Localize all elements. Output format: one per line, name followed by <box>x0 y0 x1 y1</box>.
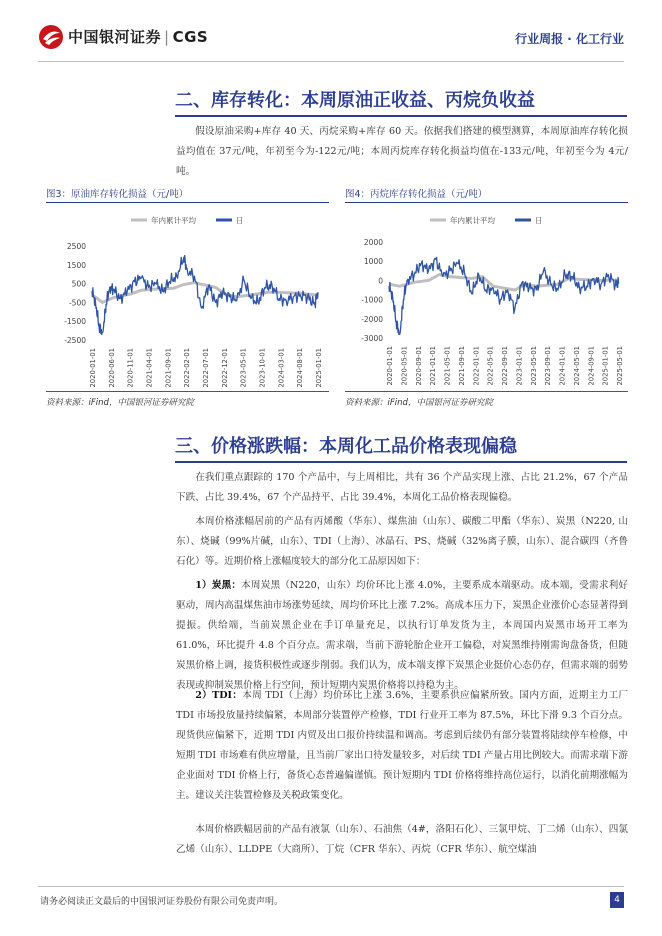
x-tick-label: 2021-09-01 <box>164 348 173 388</box>
y-tick-label: -2000 <box>361 314 383 324</box>
y-tick-label: -1500 <box>64 317 86 327</box>
section-3-paragraph-1: 在我们重点跟踪的 170 个产品中，与上周相比，共有 36 个产品实现上涨、占比 21.2%，67 个产品下跌、占比 39.4%，67 个产品持平、占比 39.4%，本周化工品价格表现偏稳。 <box>176 472 628 503</box>
tdi-text: 本周 TDI（上海）均价环比上涨 3.6%，主要系供应偏紧所致。国内方面，近期主力工厂 TDI 市场投放量持续偏紧，本周部分装置停产检修，TDI 行业开工率为 87.5%，环比下滑 9.3 个百分点。现货供应偏紧下，近期 TDI 内贸及出口报价持续温和调高。考虑到后续仍有部分装置将陆续停车检修，中短期 TDI 市场难有供应增量，且当前厂家出口待发量较多，对后续 TDI 产量占用比例较大。而需求端下游企业面对 TDI 价格上行，备货心态普遍偏谨慎。预计短期内 TDI 价格将维持高位运行，以消化前期涨幅为主。建议关注装置检修及关税政策变化。 <box>176 690 628 801</box>
section-3-paragraph-5: 本周价格跌幅居前的产品有液氯（山东）、石油焦（4#，洛阳石化）、三氯甲烷、丁二烯（山东）、四氯乙烯（山东）、LLDPE（大商所）、丁烷（CFR 华东）、丙烷（CFR 华东）、航空煤油 <box>176 824 628 855</box>
x-tick-label: 2020-11-01 <box>126 348 135 388</box>
legend-label-0: 年内累计平均 <box>151 216 196 225</box>
series-line-1 <box>92 256 318 335</box>
figure-4-source: 资料来源：iFind，中国银河证券研究院 <box>345 398 493 408</box>
x-tick-label: 2022-09-01 <box>501 346 509 386</box>
x-tick-label: 2024-03-01 <box>277 348 286 388</box>
y-tick-label: 500 <box>71 279 86 289</box>
y-tick-label: 1000 <box>363 257 383 267</box>
figure-4-chart <box>345 208 628 388</box>
series-line-1 <box>389 257 619 334</box>
legend-label-1: 日 <box>236 216 244 225</box>
legend-label-0: 年内累计平均 <box>450 216 495 225</box>
x-tick-label: 2021-04-01 <box>145 348 154 388</box>
y-tick-label: 1500 <box>66 260 86 270</box>
section-3-title: 三、价格涨跌幅：本周化工品价格表现偏稳 <box>175 436 517 457</box>
y-tick-label: 0 <box>378 276 383 286</box>
section-2-title-rule <box>175 115 627 117</box>
x-tick-label: 2025-01-01 <box>315 348 323 388</box>
x-tick-label: 2022-05-01 <box>486 346 495 386</box>
y-tick-label: -1000 <box>361 295 383 305</box>
x-tick-label: 2024-09-01 <box>587 346 596 386</box>
x-tick-label: 2024-01-01 <box>558 346 567 386</box>
y-tick-label: 2000 <box>363 238 383 247</box>
x-tick-label: 2025-05-01 <box>616 346 624 386</box>
x-tick-label: 2020-01-01 <box>89 348 97 388</box>
section-3-paragraph-2: 本周价格涨幅居前的产品有丙烯酸（华东）、煤焦油（山东）、碳酸二甲酯（华东）、炭黑（N220, 山东）、烧碱（99%片碱，山东）、TDI（上海）、冰晶石、PS、烧碱（32%离子膜，山东）、混合碳四（齐鲁石化）等。近期价格上涨幅度较大的部分化工品原因如下： <box>176 516 628 567</box>
legend-label-1: 日 <box>535 216 543 225</box>
x-tick-label: 2020-06-01 <box>107 348 116 388</box>
figure-3-source-rule <box>46 391 329 392</box>
x-tick-label: 2024-08-01 <box>296 348 305 388</box>
section-2-paragraph: 假设原油采购+库存 40 天、丙烷采购+库存 60 天。依据我们搭建的模型测算，本周原油库存转化损益均值在 37元/吨，年初至今为-122元/吨；本周丙烷库存转化损益均值在-133元/吨，年初至今为 4元/吨。 <box>176 126 628 177</box>
page-number: 4 <box>610 892 624 908</box>
x-tick-label: 2020-09-01 <box>414 346 423 386</box>
x-tick-label: 2020-01-01 <box>386 346 394 386</box>
y-tick-label: 2500 <box>66 242 86 251</box>
x-tick-label: 2022-01-01 <box>472 346 481 386</box>
section-3-title-rule <box>175 461 627 463</box>
figure-3-caption: 图3：原油库存转化损益（元/吨） <box>46 189 189 200</box>
figure-3-caption-rule <box>46 202 329 203</box>
carbon-black-heading: 1）炭黑： <box>195 580 242 591</box>
x-tick-label: 2023-10-01 <box>258 348 267 388</box>
section-2-title: 二、库存转化：本周原油正收益、丙烷负收益 <box>175 90 535 111</box>
figure-3-source: 资料来源：iFind，中国银河证券研究院 <box>46 398 194 408</box>
brand-name: 中国银河证券 <box>68 28 162 46</box>
x-tick-label: 2020-05-01 <box>400 346 409 386</box>
x-tick-label: 2023-05-01 <box>239 348 248 388</box>
brand-abbr: CGS <box>172 28 209 46</box>
figure-4-source-rule <box>345 391 628 392</box>
carbon-black-paragraph <box>176 576 628 696</box>
x-tick-label: 2023-01-01 <box>515 346 524 386</box>
carbon-black-text: 本周炭黑（N220，山东）均价环比上涨 4.0%，主要系成本端驱动。成本端，受需求利好驱动，周内高温煤焦油市场涨势延续，周均价环比上涨 7.2%。高成本压力下，炭黑企业涨价心态显著得到提振。供给端，当前炭黑企业在手订单量充足，以执行订单发货为主，本周国内炭黑市场开工率为 61.0%，环比提升 4.8 个百分点。需求端，当前下游轮胎企业开工偏稳，对炭黑维持刚需询盘备货，但随炭黑价格上调，接货积极性或逐步削弱。我们认为，成本端支撑下炭黑企业挺价心态仍存，但需求端的弱势表现或抑制炭黑价格上行空间，预计短期内炭黑价格将以持稳为主。 <box>176 580 628 691</box>
footer-divider <box>38 886 624 887</box>
x-tick-label: 2023-09-01 <box>544 346 553 386</box>
figure-4-caption-rule <box>345 202 628 203</box>
x-tick-label: 2025-01-01 <box>601 346 610 386</box>
y-tick-label: -2500 <box>64 336 86 345</box>
x-tick-label: 2022-12-01 <box>220 348 229 388</box>
y-tick-label: -3000 <box>361 334 383 343</box>
figure-3-chart <box>46 208 329 388</box>
header-divider <box>38 61 624 62</box>
brand-logo: 中国银河证券 | CGS <box>68 28 209 46</box>
footer-disclaimer: 请务必阅读正文最后的中国银河证券股份有限公司免责声明。 <box>40 897 284 907</box>
x-tick-label: 2021-05-01 <box>443 346 452 386</box>
x-tick-label: 2023-05-01 <box>529 346 538 386</box>
report-type: 行业周报 · 化工行业 <box>515 32 624 46</box>
y-tick-label: -500 <box>68 298 86 308</box>
x-tick-label: 2021-09-01 <box>457 346 466 386</box>
cgs-logo-icon <box>38 24 64 50</box>
x-tick-label: 2022-07-01 <box>202 348 210 388</box>
x-tick-label: 2024-05-01 <box>572 346 581 386</box>
x-tick-label: 2021-01-01 <box>429 346 438 386</box>
figure-4-caption: 图4：丙烷库存转化损益（元/吨） <box>345 189 488 200</box>
x-tick-label: 2022-02-01 <box>183 348 192 388</box>
tdi-paragraph <box>176 686 628 806</box>
tdi-heading: 2）TDI： <box>195 690 243 701</box>
